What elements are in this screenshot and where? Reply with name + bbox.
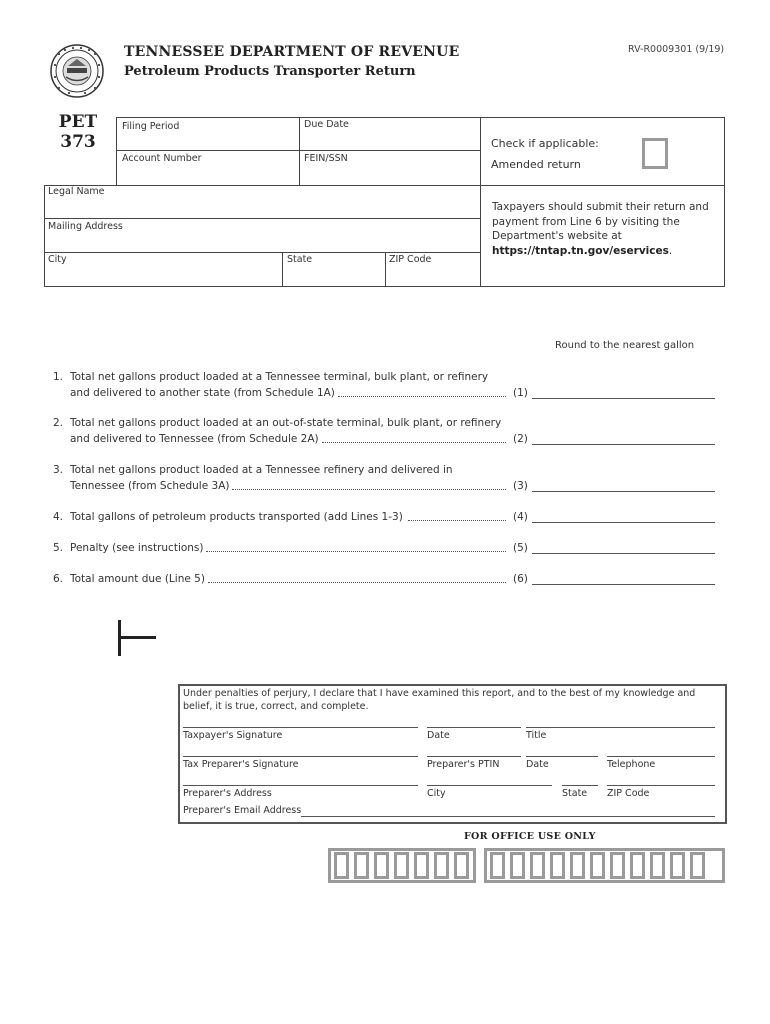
preparer-email-input[interactable] bbox=[301, 816, 715, 817]
preparer-signature-field[interactable]: Tax Preparer's Signature bbox=[183, 759, 299, 770]
state-field[interactable]: State bbox=[287, 254, 313, 265]
form-code bbox=[58, 112, 98, 152]
title-field[interactable]: Title bbox=[526, 730, 547, 741]
office-use-box bbox=[670, 852, 685, 879]
office-use-box bbox=[334, 852, 349, 879]
line-5-number: 5. bbox=[53, 542, 64, 554]
form-code-line1: PET bbox=[58, 112, 98, 132]
line-4-text: Total gallons of petroleum products transported (add Lines 1-3) bbox=[70, 511, 403, 523]
state-seal-icon bbox=[50, 44, 104, 98]
preparer-email-label: Preparer's Email Address bbox=[183, 805, 302, 816]
check-if-applicable-label: Check if applicable: bbox=[491, 137, 599, 150]
office-use-box bbox=[490, 852, 505, 879]
office-use-box bbox=[650, 852, 665, 879]
legal-name-field[interactable]: Legal Name bbox=[48, 186, 105, 197]
line-1-ref: (1) bbox=[513, 387, 528, 399]
office-use-box bbox=[570, 852, 585, 879]
zip-code-field[interactable]: ZIP Code bbox=[389, 254, 432, 265]
office-use-box bbox=[610, 852, 625, 879]
city-field[interactable]: City bbox=[48, 254, 67, 265]
office-use-box bbox=[354, 852, 369, 879]
line-3-number: 3. bbox=[53, 464, 64, 476]
line-4-input[interactable] bbox=[532, 522, 715, 523]
line-2-input[interactable] bbox=[532, 444, 715, 445]
line-5-input[interactable] bbox=[532, 553, 715, 554]
preparer-date-field[interactable]: Date bbox=[526, 759, 549, 770]
line-3-input[interactable] bbox=[532, 491, 715, 492]
line-5-text: Penalty (see instructions) bbox=[70, 542, 204, 554]
taxpayer-signature-field[interactable]: Taxpayer's Signature bbox=[183, 730, 283, 741]
office-use-box bbox=[690, 852, 705, 879]
preparer-city-field[interactable]: City bbox=[427, 788, 446, 799]
mailing-address-field[interactable]: Mailing Address bbox=[48, 221, 123, 232]
url-period: . bbox=[668, 244, 673, 257]
office-use-box bbox=[550, 852, 565, 879]
account-number-field[interactable]: Account Number bbox=[122, 153, 202, 164]
line-2-text-cont: and delivered to Tennessee (from Schedule 2A) bbox=[70, 433, 319, 445]
filing-period-field[interactable]: Filing Period bbox=[122, 121, 180, 132]
round-note: Round to the nearest gallon bbox=[555, 340, 695, 351]
preparer-ptin-field[interactable]: Preparer's PTIN bbox=[427, 759, 500, 770]
office-use-box bbox=[394, 852, 409, 879]
office-use-box bbox=[454, 852, 469, 879]
line-2-text: Total net gallons product loaded at an out-of-state terminal, bulk plant, or refinery bbox=[70, 417, 502, 429]
office-use-box bbox=[530, 852, 545, 879]
office-use-heading: FOR OFFICE USE ONLY bbox=[464, 831, 596, 842]
office-use-box bbox=[630, 852, 645, 879]
line-2-ref: (2) bbox=[513, 433, 528, 445]
office-use-box bbox=[414, 852, 429, 879]
line-4-number: 4. bbox=[53, 511, 64, 523]
amended-return-checkbox[interactable] bbox=[642, 138, 668, 169]
line-3-text: Total net gallons product loaded at a Tennessee refinery and delivered in bbox=[70, 464, 453, 476]
eservices-link[interactable]: https://tntap.tn.gov/eservices bbox=[492, 244, 669, 257]
line-1-input[interactable] bbox=[532, 398, 715, 399]
amended-return-label: Amended return bbox=[491, 158, 581, 171]
line-3-ref: (3) bbox=[513, 480, 528, 492]
line-5-ref: (5) bbox=[513, 542, 528, 554]
telephone-field[interactable]: Telephone bbox=[607, 759, 656, 770]
preparer-state-field[interactable]: State bbox=[562, 788, 588, 799]
office-use-box bbox=[374, 852, 389, 879]
department-title: TENNESSEE DEPARTMENT OF REVENUE bbox=[124, 44, 460, 60]
line-6-number: 6. bbox=[53, 573, 64, 585]
date-field[interactable]: Date bbox=[427, 730, 450, 741]
declaration-text: Under penalties of perjury, I declare that I have examined this report, and to the best of my knowledge and belief, it is true, correct, and complete. bbox=[183, 688, 696, 712]
preparer-address-field[interactable]: Preparer's Address bbox=[183, 788, 272, 799]
form-code-line2: 373 bbox=[60, 132, 96, 152]
line-6-ref: (6) bbox=[513, 573, 528, 585]
form-title: Petroleum Products Transporter Return bbox=[124, 64, 416, 79]
instructions-text: Taxpayers should submit their return and payment from Line 6 by visiting the Department's website at bbox=[492, 201, 709, 242]
line-2-number: 2. bbox=[53, 417, 64, 429]
line-1-text-cont: and delivered to another state (from Schedule 1A) bbox=[70, 387, 335, 399]
eservices-instructions bbox=[492, 200, 714, 258]
office-use-box bbox=[510, 852, 525, 879]
line-6-text: Total amount due (Line 5) bbox=[70, 573, 205, 585]
line-3-text-cont: Tennessee (from Schedule 3A) bbox=[70, 480, 230, 492]
line-1-number: 1. bbox=[53, 371, 64, 383]
form-revision-id: RV-R0009301 (9/19) bbox=[628, 44, 725, 55]
line-1-text: Total net gallons product loaded at a Tennessee terminal, bulk plant, or refinery bbox=[70, 371, 489, 383]
line-4-ref: (4) bbox=[513, 511, 528, 523]
line-6-input[interactable] bbox=[532, 584, 715, 585]
fein-ssn-field[interactable]: FEIN/SSN bbox=[304, 153, 348, 164]
office-use-box bbox=[590, 852, 605, 879]
due-date-field[interactable]: Due Date bbox=[304, 119, 349, 130]
preparer-zip-field[interactable]: ZIP Code bbox=[607, 788, 650, 799]
office-use-box bbox=[434, 852, 449, 879]
